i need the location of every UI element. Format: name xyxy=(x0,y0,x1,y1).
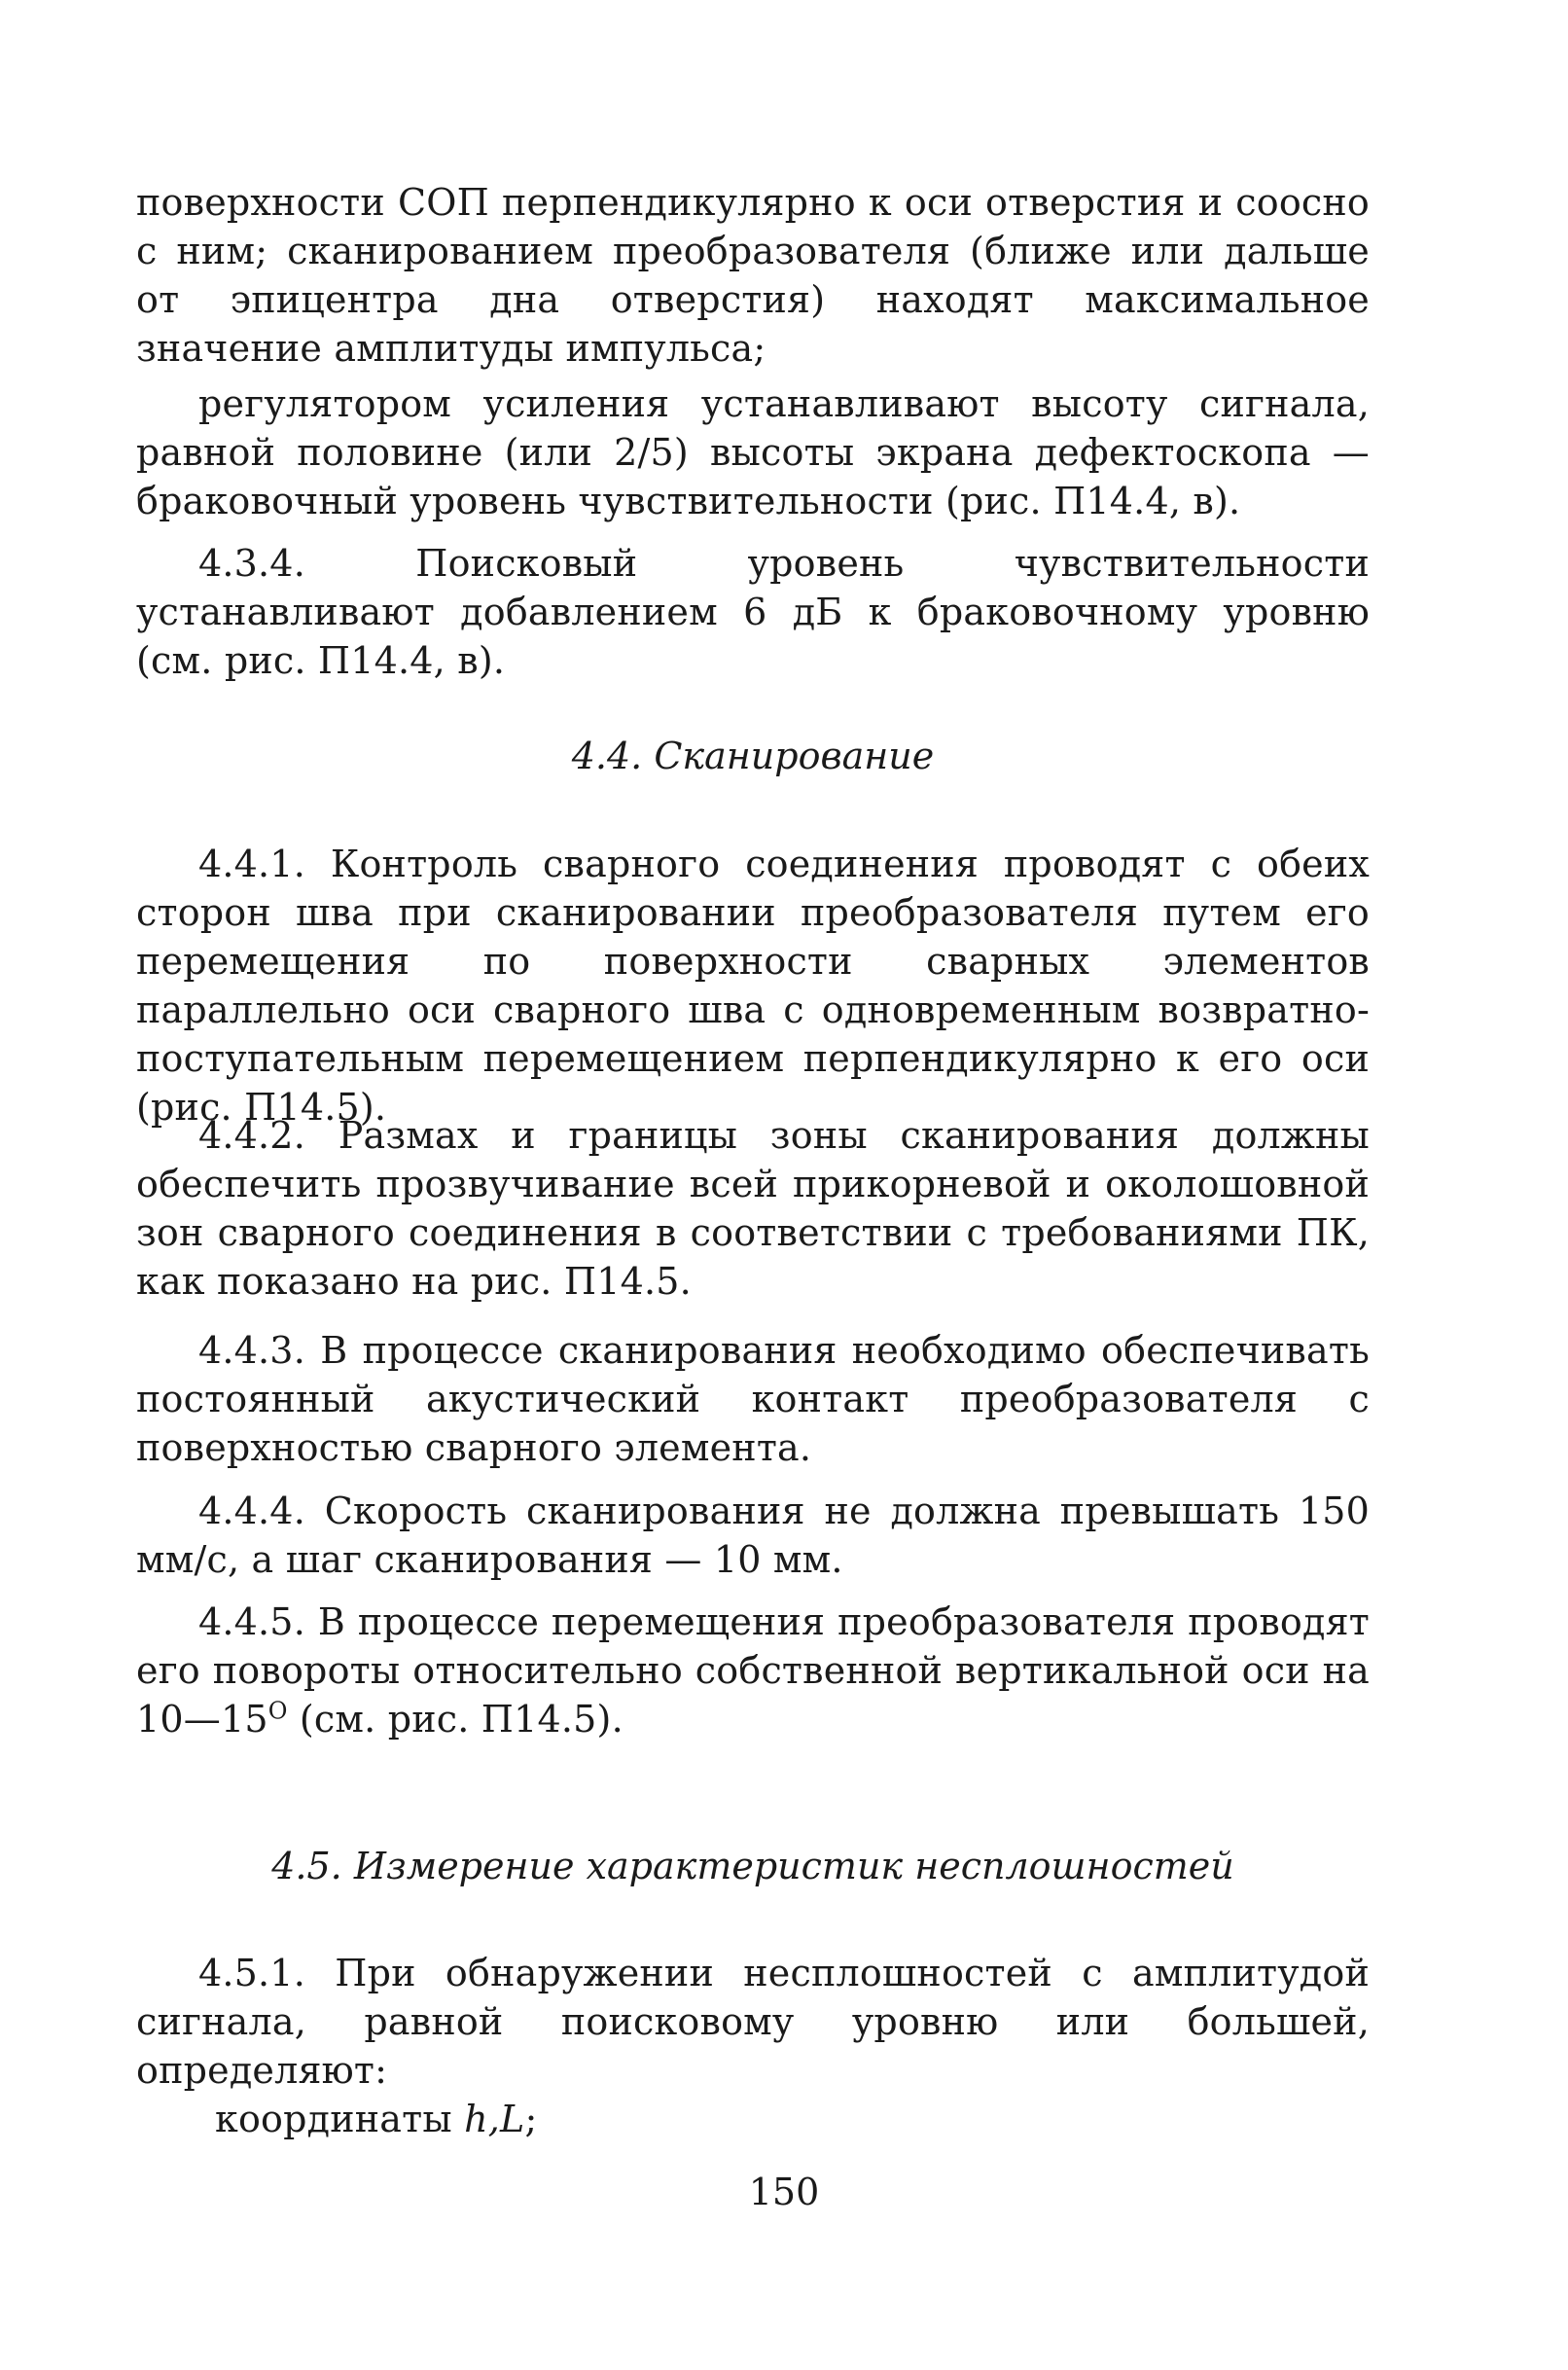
paragraph-search-level: 4.3.4. Поисковый уровень чувствительности устанавливают добавлением 6 дБ к браковочному уровню (см. рис. П14.4, в). xyxy=(136,542,1370,682)
paragraph-4-3-4 xyxy=(136,539,1370,685)
paragraph-rotation xyxy=(136,1598,1370,1743)
section-heading-4-5: 4.5. Измерение характеристик несплошностей xyxy=(271,1845,1234,1887)
paragraph-4-4-1 xyxy=(136,840,1370,1131)
paragraph-reject-level: регулятором усиления устанавливают высоту сигнала, равной половине (или 2/5) высоты экрана дефектоскопа — браковочный уровень чувствительности (рис. П14.4, в). xyxy=(136,382,1370,522)
paragraph-4-4-2 xyxy=(136,1111,1370,1306)
paragraph-weld-control: 4.4.1. Контроль сварного соединения проводят с обеих сторон шва при сканировании преобразователя путем его перемещения по поверхности сварных элементов параллельно оси сварного шва с одновременным возвратно-поступательным перемещением перпендикулярно к его оси (рис. П14.5). xyxy=(136,843,1370,1129)
paragraph-continuation xyxy=(136,178,1370,373)
paragraph-4-4-4 xyxy=(136,1487,1370,1584)
rotation-reference: (см. рис. П14.5). xyxy=(287,1698,624,1741)
paragraph-4-4-5 xyxy=(136,1598,1370,1743)
coordinates-variables: h,L xyxy=(464,2098,525,2140)
coordinates-end: ; xyxy=(524,2098,538,2140)
paragraph-scan-zone: 4.4.2. Размах и границы зоны сканирования должны обеспечить прозвучивание всей прикорневой и околошовной зон сварного соединения в соответствии с требованиями ПК, как показано на рис. П14.5. xyxy=(136,1114,1370,1303)
paragraph-acoustic-contact: 4.4.3. В процессе сканирования необходимо обеспечивать постоянный акустический контакт преобразователя с поверхностью сварного элемента. xyxy=(136,1329,1370,1469)
paragraph-gain-regulator xyxy=(136,379,1370,525)
section-heading-4-4: 4.4. Сканирование xyxy=(571,735,935,777)
paragraph-discontinuity-detection: 4.5.1. При обнаружении несплошностей с амплитудой сигнала, равной поисковому уровню или большей, определяют: xyxy=(136,1952,1370,2092)
paragraph-4-4-3 xyxy=(136,1326,1370,1472)
paragraph-sop-surface: поверхности СОП перпендикулярно к оси отверстия и соосно с ним; сканированием преобразователя (ближе или дальше от эпицентра дна отверстия) находят максимальное значение амплитуды импульса; xyxy=(136,181,1370,370)
page-number: 150 xyxy=(748,2171,820,2213)
degree-mark: О xyxy=(267,1697,288,1725)
paragraph-4-5-1 xyxy=(136,1949,1370,2143)
coordinates-label: координаты xyxy=(215,2098,465,2140)
paragraph-coordinates xyxy=(136,2095,1370,2143)
rotation-text: 4.4.5. В процессе перемещения преобразователя проводят его повороты относительно собственной вертикальной оси на 10—15 xyxy=(136,1600,1370,1741)
paragraph-scan-speed: 4.4.4. Скорость сканирования не должна превышать 150 мм/с, а шаг сканирования — 10 мм. xyxy=(136,1490,1370,1581)
